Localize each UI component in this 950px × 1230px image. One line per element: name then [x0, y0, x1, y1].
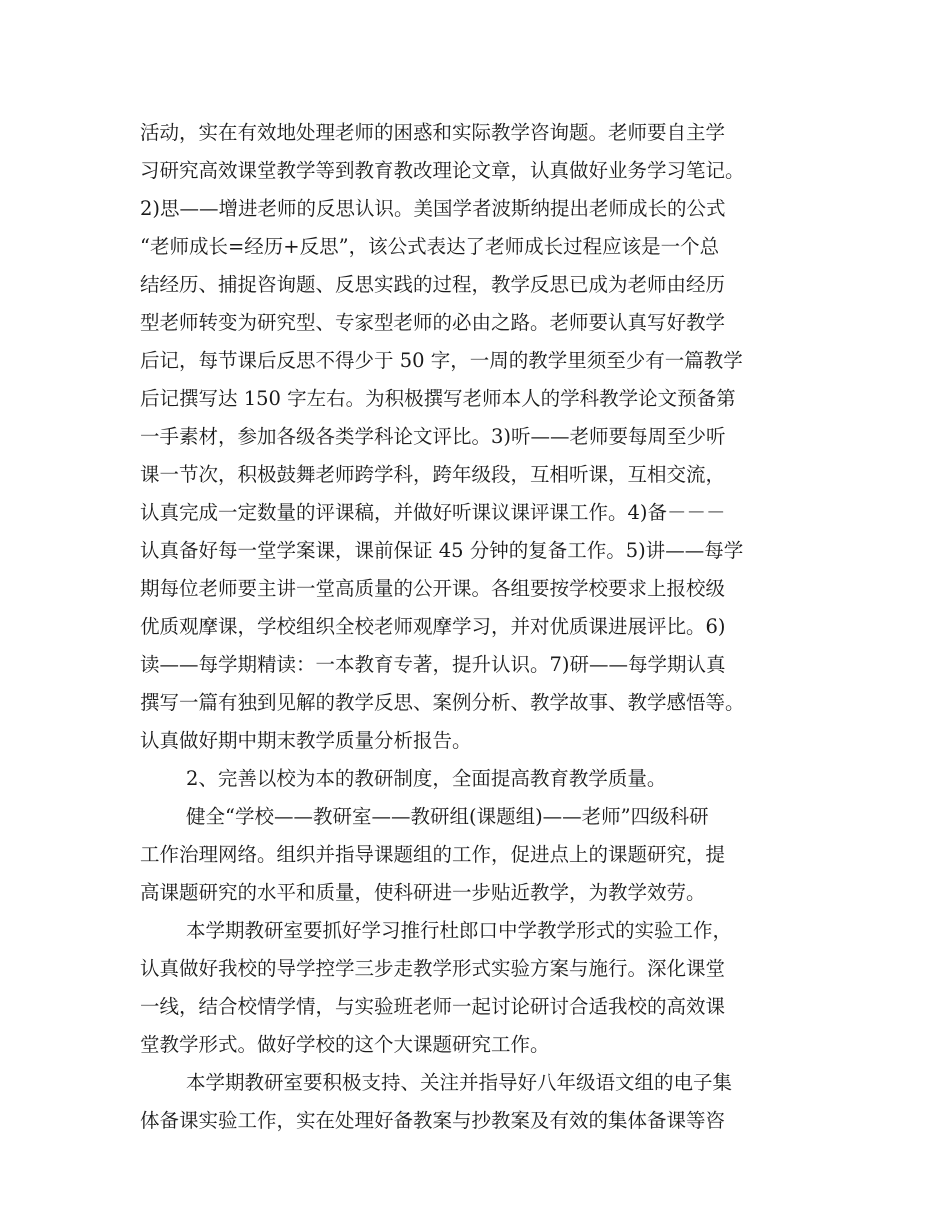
body-text-line: 认真完成一定数量的评课稿，并做好听课议课评课工作。4)备－－－ [140, 501, 726, 524]
body-text-line: 习研究高效课堂教学等到教育教改理论文章，认真做好业务学习笔记。 [140, 159, 745, 182]
body-text-line: 型老师转变为研究型、专家型老师的必由之路。老师要认真写好教学 [140, 311, 726, 334]
body-text-line: 堂教学形式。做好学校的这个大课题研究工作。 [140, 1033, 550, 1056]
body-text-line: 2)思——增进老师的反思认识。美国学者波斯纳提出老师成长的公式 [140, 197, 726, 220]
body-text-line: 活动，实在有效地处理老师的困惑和实际教学咨询题。老师要自主学 [140, 121, 726, 144]
body-text-line: 后记撰写达 150 字左右。为积极撰写老师本人的学科教学论文预备第 [140, 387, 736, 410]
body-text-line: 结经历、捕捉咨询题、反思实践的过程，教学反思已成为老师由经历 [140, 273, 726, 296]
body-text-line: 高课题研究的水平和质量，使科研进一步贴近教学，为教学效劳。 [140, 881, 706, 904]
body-text-line: 认真做好期中期末教学质量分析报告。 [140, 729, 472, 752]
body-text-line: 本学期教研室要抓好学习推行杜郎口中学教学形式的实验工作， [186, 919, 733, 942]
body-text-line: “老师成长=经历+反思”，该公式表达了老师成长过程应该是一个总 [140, 235, 720, 258]
body-text-line: 体备课实验工作，实在处理好备教案与抄教案及有效的集体备课等咨 [140, 1109, 726, 1132]
body-text-line: 一线，结合校情学情，与实验班老师一起讨论研讨合适我校的高效课 [140, 995, 726, 1018]
body-text-line: 期每位老师要主讲一堂高质量的公开课。各组要按学校要求上报校级 [140, 577, 726, 600]
body-text-line: 读——每学期精读：一本教育专著，提升认识。7)研——每学期认真 [140, 653, 726, 676]
body-text-line: 健全“学校——教研室——教研组(课题组)——老师”四级科研 [186, 805, 709, 828]
body-text-line: 认真做好我校的导学控学三步走教学形式实验方案与施行。深化课堂 [140, 957, 726, 980]
body-text-line: 后记，每节课后反思不得少于 50 字，一周的教学里须至少有一篇教学 [140, 349, 743, 372]
body-text-line: 优质观摩课，学校组织全校老师观摩学习，并对优质课进展评比。6) [140, 615, 726, 638]
body-text-line: 撰写一篇有独到见解的教学反思、案例分析、教学故事、教学感悟等。 [140, 691, 745, 714]
body-text-line: 课一节次，积极鼓舞老师跨学科，跨年级段，互相听课，互相交流， [140, 463, 726, 486]
body-text-line: 工作治理网络。组织并指导课题组的工作，促进点上的课题研究，提 [140, 843, 726, 866]
body-text-line: 本学期教研室要积极支持、关注并指导好八年级语文组的电子集 [186, 1071, 733, 1094]
body-text-line: 认真备好每一堂学案课，课前保证 45 分钟的复备工作。5)讲——每学 [140, 539, 744, 562]
body-text-line: 一手素材，参加各级各类学科论文评比。3)听——老师要每周至少听 [140, 425, 726, 448]
section-heading: 2、完善以校为本的教研制度，全面提高教育教学质量。 [186, 767, 667, 790]
